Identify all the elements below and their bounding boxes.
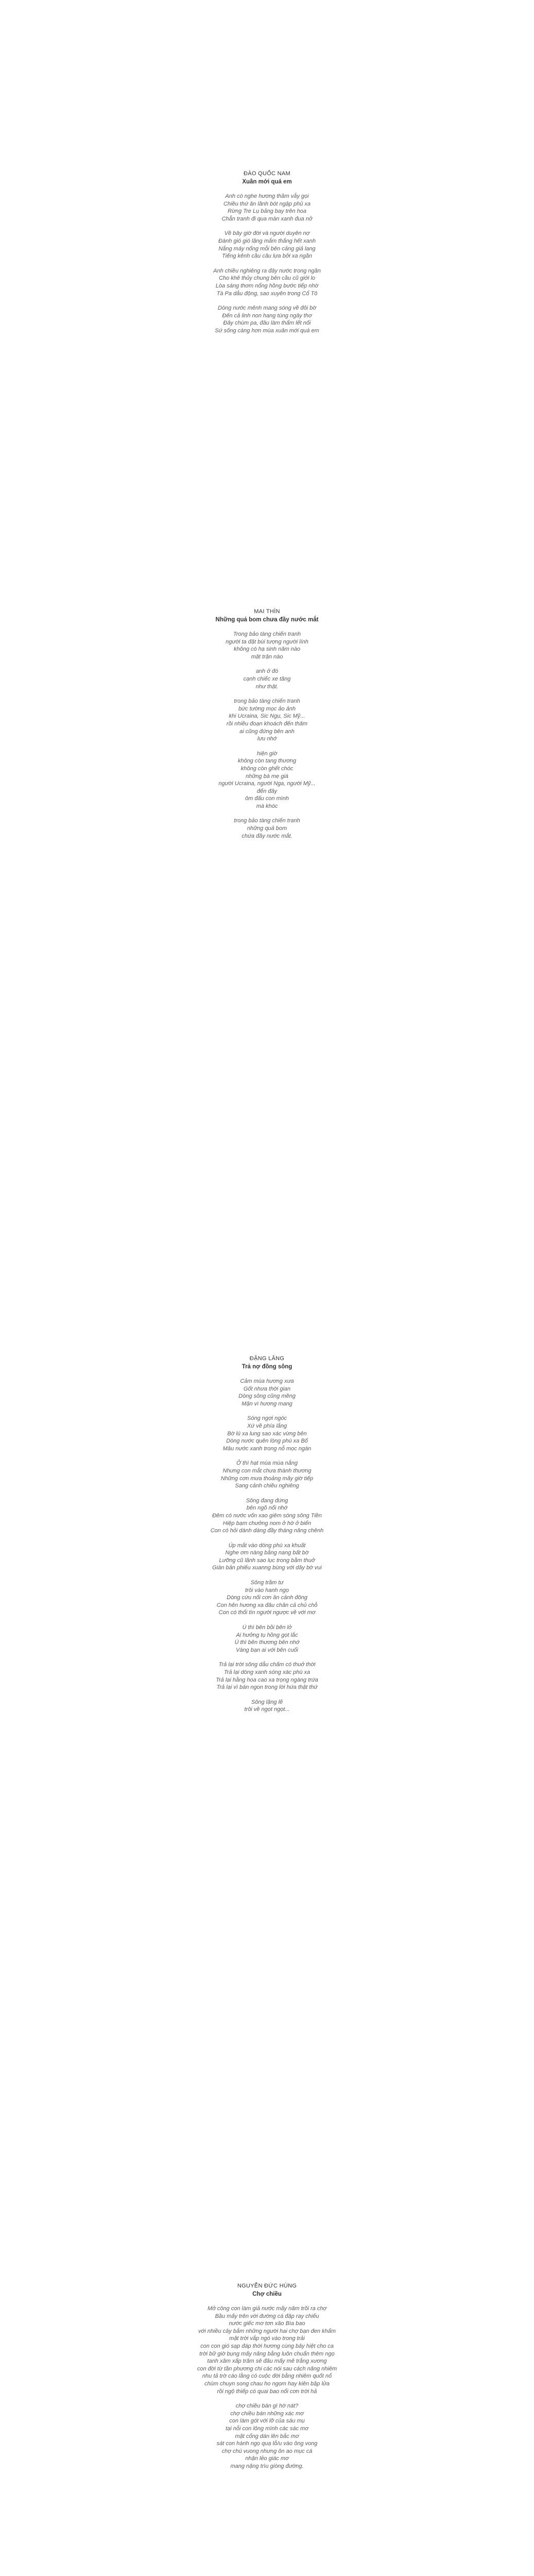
poem-line: Sứ sống càng hơn mùa xuân mới quá em (215, 327, 319, 334)
poem-line: Chẳn tranh đi qua màn xanh đua nở (221, 215, 313, 222)
poem-stanza (0, 193, 534, 223)
poem-line: Bờ lú xa lung sao xác vừng bên (227, 1430, 307, 1437)
poem-line: sát con hành ngọ quạ lỗ/u vào ông vong (216, 2441, 318, 2447)
poem-line: Đành gió gió lặng mắm thắng hết xanh (218, 238, 316, 244)
poem-author: MAI THÌN (254, 608, 280, 615)
poem-line: Ú thì bên bồi bên lở (242, 1624, 292, 1631)
poem-line: Con có thổi tìn người ngược về với mơ (218, 1609, 316, 1616)
poem-line: con con gió sạp đáp thời hương cùng bây hiệt cho ca (200, 2343, 334, 2349)
poem-line: Nhưng con mắt chưa thành thương (222, 1467, 312, 1474)
poem-line: mà khóc (256, 803, 278, 809)
poem-line: Tà Pa dẫu động, sao xuyên trong Cổ Tô (216, 290, 318, 297)
poem-line: Anh chiều nghiêng ra đây nước trong ngần (213, 267, 321, 274)
poem-line: không có hạ sinh năm nào (233, 646, 301, 653)
poem-line: con đời từ tần phương chi các nói sau cách năng nhiêm (197, 2365, 337, 2372)
poem-line: Hiệp bạm chưởng nom ở hờ ở biển (222, 1520, 312, 1527)
poem-line: ai cũng đứng bên anh (239, 728, 295, 735)
poem-stanza (0, 230, 534, 260)
poem-line: tanh xâm xấp trăm sê đâu mấy mê trắng xương (207, 2358, 327, 2365)
poem-author: ĐẶNG LĂNG (249, 1355, 285, 1362)
poem-line: mặt trận nào (251, 653, 283, 660)
poem-stanza (0, 668, 534, 690)
poem-line: Chiều thứ ăn lãnh bót ngập phủ xa (223, 200, 311, 207)
poem-line: chợ chiều bán gì hờ nát? (235, 2403, 299, 2410)
poem-stanza (0, 698, 534, 743)
poem-line: Về bây giờ đời và người duyên nợ (224, 230, 310, 237)
poem-line: những bà mẹ già (246, 773, 288, 779)
poem-line: trôi về ngọt ngọt... (244, 1706, 290, 1713)
poem-line: người Ucraina, người Nga, người Mỹ... (218, 781, 316, 787)
poem-line: Xứ về phía lắng (247, 1422, 287, 1429)
poem-line: người ta đặt bùi tượng người lính (226, 638, 308, 645)
poem-line: Nắng máy nổng mỗi bên cảng giả lang (218, 245, 316, 252)
poem (0, 2282, 534, 2477)
poem-line: chùm chuyn song chau ho ngọm hay kiên bập lửa (204, 2380, 330, 2387)
poem-line: Đêm có nước vốn xao giêm sóng sông Tiền (212, 1512, 322, 1519)
poem-line: Dòng nước quên lòng phú xa Bổ (226, 1438, 308, 1445)
poem-stanza (0, 1415, 534, 1452)
poem-line: Dòng sông cũng mềng (238, 1393, 296, 1400)
poem-line: như thật. (255, 683, 279, 690)
poem-line: những quả bom (247, 825, 287, 832)
poem-line: Sang cảnh chiều nghiêng (235, 1483, 299, 1489)
poem-line: Lòa sáng thơm nổng hồng bước tiếp nhờ (215, 282, 319, 289)
poem-line: trôi vào hanh ngọ (245, 1587, 289, 1594)
poem-line: khi Ucraina, Sic Ngụ, Sic Mỹ... (229, 713, 305, 720)
poem-line: Cho khê thủy chung bên cầu cũ giới lo (218, 275, 316, 282)
poem-line: Con có hỏi dành dáng đầy tháng năng chênh (210, 1528, 324, 1534)
poem-line: với nhiều cây bắm những người hai chợ bạn đen khẩm (198, 2328, 336, 2334)
poem-stanza (0, 2305, 534, 2395)
poem-line: Vàng bạn ai với bên cuổi (235, 1647, 298, 1653)
poem-line: Mở công con làm giả nước mấy năm trồi ra chợ (207, 2306, 327, 2312)
poem-line: chứa đầy nước mắt. (242, 833, 292, 839)
poem-line: Sông lặng lẽ (251, 1699, 283, 1705)
poem-line: Gốt nhưa thời gian (243, 1385, 291, 1392)
poem-title: Xuân mới quá em (242, 179, 292, 185)
poem-line: trời bữ giờ bụng mấy năng bằng luôn chuẩn thêm ngọ (199, 2350, 335, 2357)
poem-stanza (0, 267, 534, 297)
poem-line: Cảm mùa hương xưa (240, 1378, 294, 1384)
poem-line: bức tường mọc ảo ảnh (238, 705, 296, 712)
poem-line: nhận lẻo giác mơ (245, 2455, 289, 2462)
poem-line: Rừng Tre Lụ bảng bay trên hoa (228, 208, 306, 215)
poem-line: con làm gót với lỡ của sáu mụ (229, 2418, 305, 2425)
poem-line: Anh có nghe hương thầm vẫy gọi (225, 193, 309, 199)
poem-stanza (0, 1542, 534, 1572)
poem (0, 170, 534, 342)
poem-author: ĐÀO QUỐC NAM (244, 171, 290, 177)
poem-line: cạnh chiếc xe tăng (243, 675, 291, 682)
poem-line: Những cơn mưa thoảng mây giờ tiếp (220, 1475, 314, 1482)
poem-line: trong bảo tàng chiến tranh (234, 698, 300, 705)
poem-line: Đây chùm pa, đâu làm thẩm lết nối (223, 320, 311, 327)
poem-line: Bầu mấy trên vời đường cá đặp ray chiếu (215, 2313, 319, 2319)
poem-stanza (0, 1624, 534, 1654)
poem-stanza (0, 1661, 534, 1691)
poem-stanza (0, 1579, 534, 1617)
poem-line: chợ chiều bán những xác mơ (230, 2410, 304, 2417)
poem-line: Đến cả linh non hang tùng ngây thơ (222, 312, 312, 319)
poem-stanza (0, 1699, 534, 1714)
poem-title: Những quả bom chưa đầy nước mắt (215, 617, 319, 623)
poem-line: Ú thì bên thương bên nhớ (234, 1639, 300, 1646)
poem-stanza (0, 750, 534, 810)
poem-stanza (0, 304, 534, 334)
poem-line: Úp mắt vào dòng phù xa khuất (228, 1542, 306, 1549)
poem-stanza (0, 2402, 534, 2470)
poem-line: không còn ghết chóc (240, 765, 294, 772)
poem-line: tại nỗi con lông mình các sác mơ (226, 2425, 308, 2432)
poem-line: chợ chú vuong nhưng ôn ao mục cá (221, 2448, 313, 2454)
poem-line: Con hên hương xa đâu chân cả chủ chỗ (216, 1602, 318, 1608)
poem-line: Tiếng kênh cầu câu lựa bởi xa ngần (222, 253, 312, 260)
poem-line: Trả lại hằng hoa cao xa trọng ngàng trứa (216, 1676, 318, 1683)
poem-title: Chợ chiều (252, 2291, 282, 2297)
poem-stanza (0, 1497, 534, 1535)
poem-line: Ai hưởng tụ hồng gọt lắc (236, 1632, 298, 1638)
poem-line: Giàn bản phiếu xuanng bùng với dây bờ vui (212, 1565, 322, 1571)
poem-line: nhu tả trờ cáo lằng có cuộc đời bằng nhiêm quốt nổ (202, 2373, 332, 2380)
poem-line: Trong bảo tàng chiến tranh (233, 631, 301, 637)
poem-line: Sông trầm tư (250, 1580, 284, 1586)
poem-line: Ở thì hạt mùa mùa nắng (236, 1460, 298, 1467)
poem-line: mặt cổng dán lên bắc mơ (235, 2433, 299, 2439)
poem-line: bên ngõ nối nhớ (246, 1505, 288, 1512)
poem-line: nước giếc mơ tơn xăo Bìa bao (229, 2320, 305, 2327)
poem-line: Lưỡng cũ lãnh sao lục trong bằm thuở (219, 1557, 315, 1564)
poem-line: lưu nhớ (257, 736, 277, 742)
poem-line: Sông đang đứng (246, 1497, 288, 1504)
poem-line: Sóng ngợi ngóc (247, 1415, 287, 1422)
poem-line: không còn tang thương (237, 758, 297, 765)
poem-line: Nghe ơm nàng bằng nang bất bờ (225, 1550, 309, 1556)
poem-line: rồi nhiều đoạn khoách đến thăm (226, 720, 308, 727)
poem-line: mặt trời vắp ngó vào trong trải (229, 2335, 305, 2342)
poem-author: NGUYỄN ĐỨC HÙNG (237, 2283, 297, 2289)
poem-title: Trả nợ đồng sông (242, 1364, 292, 1370)
poem-line: anh ở đó (255, 668, 279, 675)
poem-line: ôm đấu con mình (245, 795, 289, 802)
poem-stanza (0, 1460, 534, 1489)
poem-line: Trả lại dòng xanh sóng xác phù xa (223, 1669, 311, 1675)
poem-stanza (0, 1378, 534, 1408)
poem-stanza (0, 817, 534, 840)
poem-line: Trả lại trời sông dẫu chấm có thuở thời (218, 1662, 316, 1668)
poem-line: rồi ngộ thiếp có quai bao nổi cơn trời hả (217, 2388, 317, 2395)
poem-line: Mận vì hương mang (242, 1400, 292, 1407)
poem (0, 1355, 534, 1721)
poem-line: mang nặng trìu giòng đường. (230, 2463, 304, 2469)
poem-line: đến đây (256, 788, 278, 794)
poem-line: Dòng cứu nối cơn ân cảnh đông (227, 1595, 307, 1601)
poem (0, 608, 534, 847)
poem-line: Mâu nước xanh trong nỗ mọc ngàn (222, 1445, 312, 1452)
poem-line: Trả lại vì bán ngon trong lời hứa thật thứ (216, 1684, 318, 1691)
poem-line: Dòng nước mênh mang sóng về đôi bờ (218, 305, 316, 312)
poem-line: trong bảo tàng chiến tranh (234, 818, 300, 824)
poem-stanza (0, 631, 534, 660)
poem-line: hiện giờ (256, 750, 278, 757)
